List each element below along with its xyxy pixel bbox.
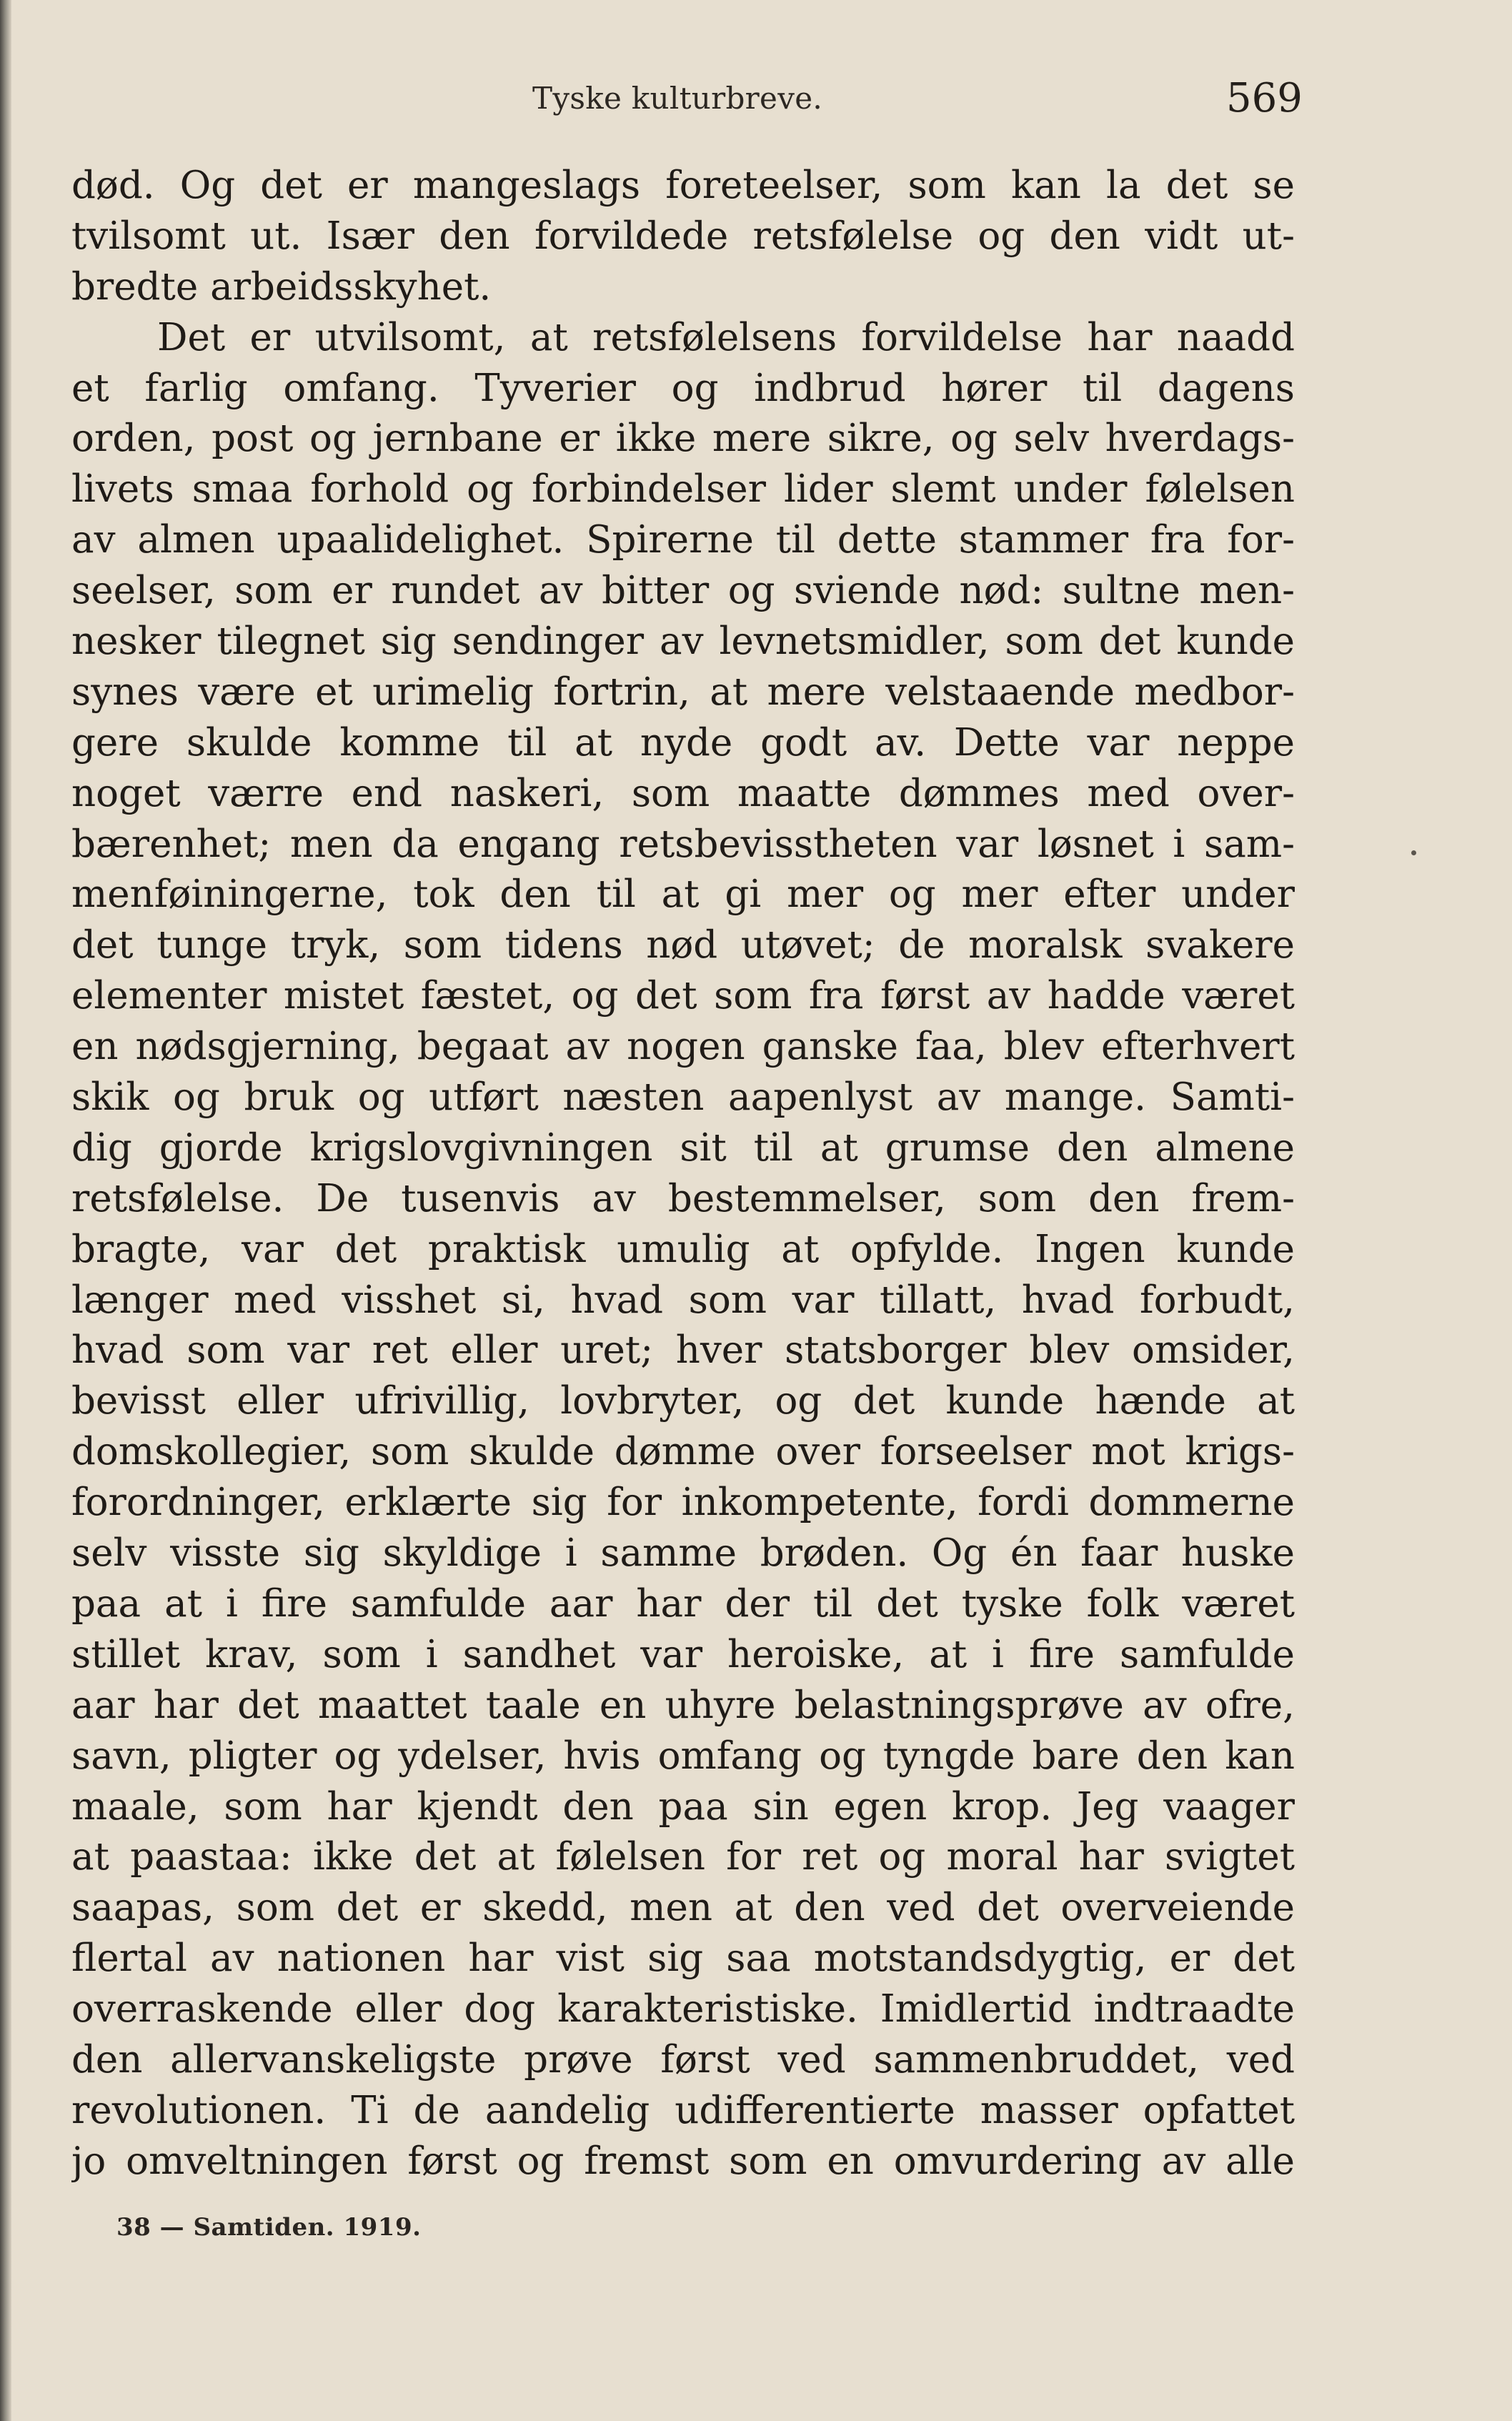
text-line: gere skulde komme til at nyde godt av. Dette var neppe <box>71 720 1295 765</box>
text-line: dig gjorde krigslovgivningen sit til at grumse den almene <box>71 1125 1295 1170</box>
text-line: saapas, som det er skedd, men at den ved det overveiende <box>71 1886 1295 1930</box>
text-line: stillet krav, som i sandhet var heroiske, at i fire samfulde <box>71 1632 1295 1676</box>
text-line: død. Og det er mangeslags foreteelser, som kan la det se <box>71 164 1295 207</box>
text-line: tvilsomt ut. Især den forvildede retsfølelse og den vidt ut- <box>71 214 1295 258</box>
text-line: menføiningerne, tok den til at gi mer og mer efter under <box>71 873 1295 917</box>
text-line: jo omveltningen først og fremst som en omvurdering av alle <box>71 2139 1295 2183</box>
text-line: aar har det maattet taale en uhyre belastningsprøve av ofre, <box>71 1683 1295 1727</box>
text-line: Det er utvilsomt, at retsfølelsens forvildelse har naadd <box>157 315 1295 359</box>
text-line: den allervanskeligste prøve først ved sammenbruddet, ved <box>71 2037 1295 2082</box>
text-line: paa at i fire samfulde aar har der til det tyske folk været <box>71 1581 1295 1626</box>
body-text <box>71 161 1295 2187</box>
text-line: domskollegier, som skulde dømme over forseelser mot krigs- <box>71 1430 1295 1474</box>
text-line: det tunge tryk, som tidens nød utøvet; de moralsk svakere <box>71 923 1295 968</box>
text-line: elementer mistet fæstet, og det som fra først av hadde været <box>71 974 1295 1018</box>
text-line: av almen upaalidelighet. Spirerne til dette stammer fra for- <box>71 518 1295 562</box>
text-line: skik og bruk og utført næsten aapenlyst av mange. Samti- <box>71 1075 1295 1120</box>
margin-mark <box>1411 850 1416 855</box>
text-line: en nødsgjerning, begaat av nogen ganske faa, blev efterhvert <box>71 1025 1295 1069</box>
running-title: Tyske kulturbreve. <box>532 81 823 116</box>
text-line: forordninger, erklærte sig for inkompetente, fordi dommerne <box>71 1481 1295 1525</box>
text-line: bredte arbeidsskyhet. <box>71 264 492 309</box>
text-line: seelser, som er rundet av bitter og sviende nød: sultne men- <box>71 569 1295 613</box>
signature-line: 38 — Samtiden. 1919. <box>116 2213 422 2242</box>
text-line: synes være et urimelig fortrin, at mere velstaaende medbor- <box>71 670 1295 714</box>
page-number: 569 <box>1226 75 1303 121</box>
text-line: selv visste sig skyldige i samme brøden. Og én faar huske <box>71 1531 1295 1576</box>
text-line: at paastaa: ikke det at følelsen for ret og moral har svigtet <box>71 1835 1295 1879</box>
text-line: overraskende eller dog karakteristiske. Imidlertid indtraadte <box>71 1987 1295 2032</box>
text-line: bevisst eller ufrivillig, lovbryter, og det kunde hænde at <box>71 1379 1295 1423</box>
running-head <box>0 75 1512 132</box>
text-line: retsfølelse. De tusenvis av bestemmelser, som den frem- <box>71 1176 1295 1221</box>
text-line: nesker tilegnet sig sendinger av levnetsmidler, som det kunde <box>71 620 1295 664</box>
text-line: hvad som var ret eller uret; hver statsborger blev omsider, <box>71 1328 1295 1373</box>
text-line: flertal av nationen har vist sig saa motstandsdygtig, er det <box>71 1937 1295 1981</box>
text-line: revolutionen. Ti de aandelig udifferentierte masser opfattet <box>71 2088 1295 2132</box>
text-line: savn, pligter og ydelser, hvis omfang og tyngde bare den kan <box>71 1734 1295 1778</box>
text-line: orden, post og jernbane er ikke mere sikre, og selv hverdags- <box>71 417 1295 461</box>
text-line: noget værre end naskeri, som maatte dømmes med over- <box>71 771 1295 815</box>
text-line: livets smaa forhold og forbindelser lider slemt under følelsen <box>71 467 1295 512</box>
text-line: bragte, var det praktisk umulig at opfylde. Ingen kunde <box>71 1227 1295 1271</box>
text-line: længer med visshet si, hvad som var tillatt, hvad forbudt, <box>71 1278 1295 1322</box>
text-line: maale, som har kjendt den paa sin egen krop. Jeg vaager <box>71 1784 1295 1829</box>
page-binding-edge <box>0 0 11 2421</box>
text-line: et farlig omfang. Tyverier og indbrud hører til dagens <box>71 366 1295 410</box>
text-line: bærenhet; men da engang retsbevisstheten var løsnet i sam- <box>71 822 1295 866</box>
